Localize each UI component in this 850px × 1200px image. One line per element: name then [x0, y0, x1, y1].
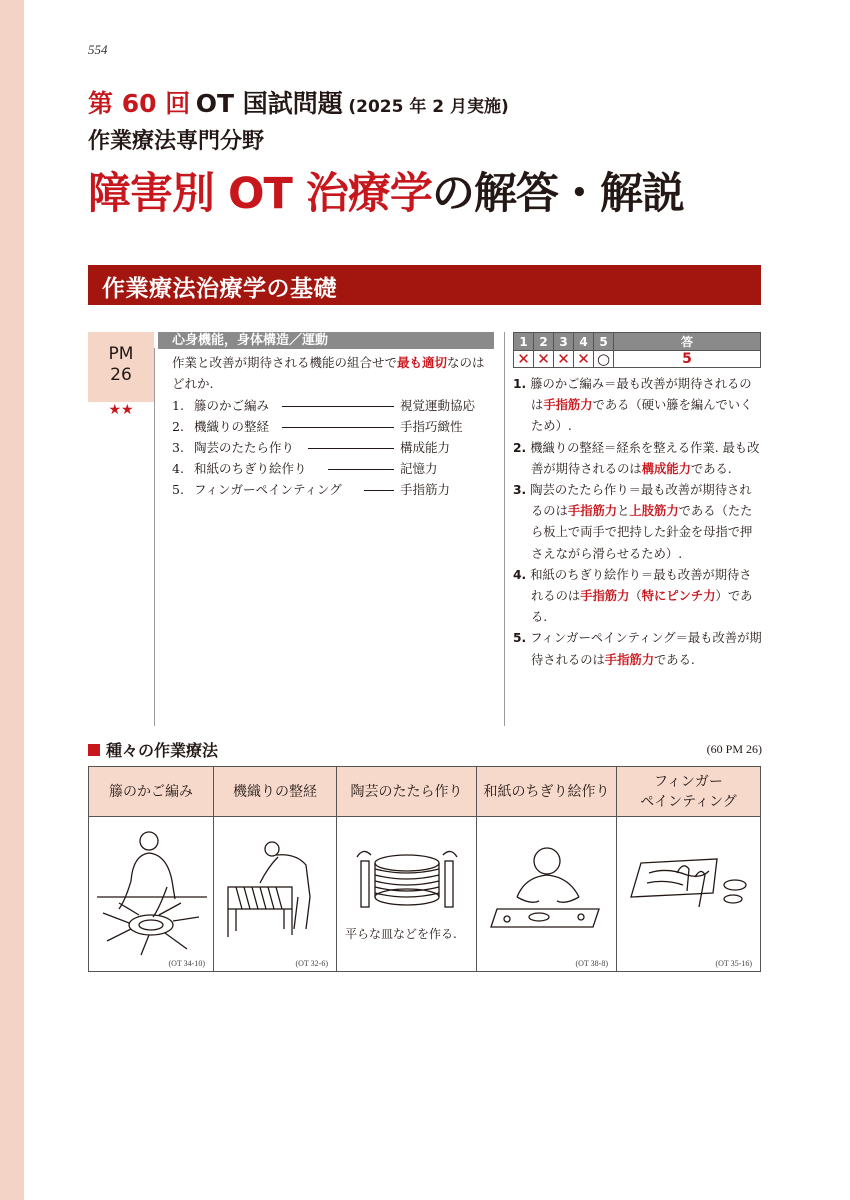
explanation-number: 3. [513, 483, 527, 498]
figure-col-1-label: 籐のかご編み [89, 767, 214, 817]
option-task: フィンガーペインティング [194, 482, 342, 497]
figure-col-5-cite: (OT 35-16) [715, 959, 752, 968]
figure-title [88, 738, 218, 761]
figure-col-2-cite: (OT 32-6) [295, 959, 328, 968]
option-2 [172, 417, 494, 437]
answer-header-label: 答 [614, 333, 761, 351]
column-divider [504, 332, 505, 726]
warping-image [214, 817, 337, 971]
explanation-text: フィンガーペインティング＝最も改善が期待されるのは [530, 631, 762, 667]
option-1 [172, 396, 494, 416]
explanation-text: である（硬い籐を編んでいくため）. [531, 398, 753, 434]
option-task: 機織りの整経 [194, 419, 270, 434]
connector-line [328, 469, 394, 470]
exam-heading [88, 84, 509, 120]
connector-line [282, 406, 394, 407]
option-4 [172, 459, 494, 479]
difficulty-stars: ★★ [108, 402, 134, 418]
figure-col-5-label: フィンガー ペインティング [640, 774, 737, 810]
figure-col-4-cite: (OT 38-8) [575, 959, 608, 968]
question-session: PM [108, 344, 134, 364]
answer-mark-3: ✕ [554, 351, 574, 368]
explanation-emphasis: 特にピンチ力 [641, 589, 716, 604]
figure-col-3-label: 陶芸のたたら作り [337, 767, 477, 817]
figure-col-3-caption: 平らな皿などを作る. [345, 927, 457, 941]
explanation-number: 1. [513, 377, 527, 391]
answer-mark-2: ✕ [534, 351, 554, 368]
connector-line [282, 427, 394, 428]
page-title [88, 160, 684, 221]
explanation-list [513, 374, 763, 671]
basket-weaving-image [89, 817, 214, 971]
figure-col-4-label: 和紙のちぎり絵作り [477, 767, 617, 817]
explanation-text: である. [654, 652, 695, 667]
stem-text-end: なのはどれか. [172, 355, 485, 391]
figure-title-text: 種々の作業療法 [106, 741, 219, 760]
option-task: 陶芸のたたら作り [194, 440, 295, 455]
answer-header-4: 4 [574, 333, 594, 351]
explanation-text: 籐のかご編み＝最も改善が期待されるのは [530, 377, 752, 413]
exam-name: OT 国試問題 [195, 89, 343, 118]
answer-table-header [514, 333, 761, 351]
explanation-emphasis: 手指筋力 [604, 652, 654, 667]
option-function: 構成能力 [400, 440, 451, 455]
page-edge-strip [0, 0, 24, 1200]
option-number: 5. [172, 482, 184, 497]
page-title-black: の解答・解説 [431, 169, 684, 219]
connector-line [364, 490, 394, 491]
explanation-item-3 [513, 480, 763, 565]
question-number: 26 [110, 365, 132, 385]
explanation-text: である. [690, 461, 732, 476]
explanation-item-1 [513, 374, 763, 438]
figure-col-3-illustration [337, 817, 477, 971]
finger-painting-image [617, 817, 760, 971]
explanation-text: である（たたら板上で両手で把持した針金を母指で押さえながら滑らせるため）. [531, 504, 753, 561]
option-task: 籐のかご編み [194, 398, 270, 413]
question-category: 心身機能，身体構造／運動 [158, 332, 494, 349]
page-title-red: 障害別 OT 治療学 [88, 169, 432, 219]
explanation-number: 5. [513, 631, 527, 646]
question-badge [88, 332, 154, 402]
figure-col-2-label: 機織りの整経 [214, 767, 337, 817]
figure-reference: (60 PM 26) [706, 742, 762, 756]
answer-header-5: 5 [594, 333, 614, 351]
explanation-emphasis: 手指筋力 [567, 504, 618, 519]
pottery-image [337, 817, 477, 971]
explanation-item-2 [513, 438, 763, 480]
explanation-text: 機織りの整経＝経糸を整える作業. 最も改善が期待されるのは [530, 440, 760, 476]
option-task: 和紙のちぎり絵作り [194, 461, 307, 476]
square-bullet-icon [88, 744, 100, 756]
figure-table [88, 766, 761, 972]
stem-text: 作業と改善が期待される機能の組合せで [172, 355, 398, 370]
option-number: 1. [172, 398, 184, 413]
figure-col-1-cite: (OT 34-10) [168, 959, 205, 968]
figure-header-row [89, 767, 760, 817]
field-heading: 作業療法専門分野 [88, 129, 265, 154]
answer-table [513, 332, 761, 368]
explanation-text: ）である. [531, 589, 753, 625]
explanation-emphasis: 手指筋力 [543, 398, 593, 413]
explanation-number: 2. [513, 440, 527, 455]
question-divider [154, 348, 155, 726]
correct-answer: 5 [614, 351, 761, 368]
option-3 [172, 438, 494, 458]
page-number: 554 [88, 42, 108, 57]
option-function: 視覚運動協応 [400, 398, 476, 413]
stem-emphasis: 最も適切 [397, 355, 448, 370]
answer-header-3: 3 [554, 333, 574, 351]
option-number: 3. [172, 440, 184, 455]
answer-mark-4: ✕ [574, 351, 594, 368]
figure-col-4-illustration [477, 817, 617, 971]
explanation-text: 陶芸のたたら作り＝最も改善が期待されるのは [530, 483, 752, 519]
exam-session: 第 60 回 [88, 89, 191, 118]
explanation-text: （ [629, 589, 642, 604]
explanation-emphasis: 上肢筋力 [629, 504, 679, 519]
figure-col-2-illustration [214, 817, 337, 971]
figure-col-5-illustration [617, 817, 760, 971]
answer-header-1: 1 [514, 333, 534, 351]
explanation-emphasis: 構成能力 [641, 461, 691, 476]
section-title: 作業療法治療学の基礎 [88, 265, 761, 305]
option-number: 4. [172, 461, 184, 476]
option-number: 2. [172, 419, 184, 434]
explanation-item-5 [513, 628, 763, 670]
exam-date: (2025 年 2 月実施) [348, 97, 509, 117]
answer-mark-1: ✕ [514, 351, 534, 368]
answer-table-row [514, 351, 761, 368]
explanation-emphasis: 手指筋力 [580, 589, 630, 604]
explanation-text: 和紙のちぎり絵作り＝最も改善が期待されるのは [530, 567, 752, 604]
answer-header-2: 2 [534, 333, 554, 351]
option-5 [172, 480, 494, 500]
option-function: 手指巧緻性 [400, 419, 463, 434]
answer-mark-5: ○ [594, 351, 614, 368]
question-stem [172, 352, 494, 394]
explanation-item-4 [513, 565, 763, 629]
paper-collage-image [477, 817, 617, 971]
option-function: 手指筋力 [400, 482, 451, 497]
option-function: 記憶力 [400, 461, 438, 476]
explanation-text: と [617, 504, 630, 519]
explanation-number: 4. [513, 567, 527, 582]
figure-col-1-illustration [89, 817, 214, 971]
connector-line [308, 448, 394, 449]
